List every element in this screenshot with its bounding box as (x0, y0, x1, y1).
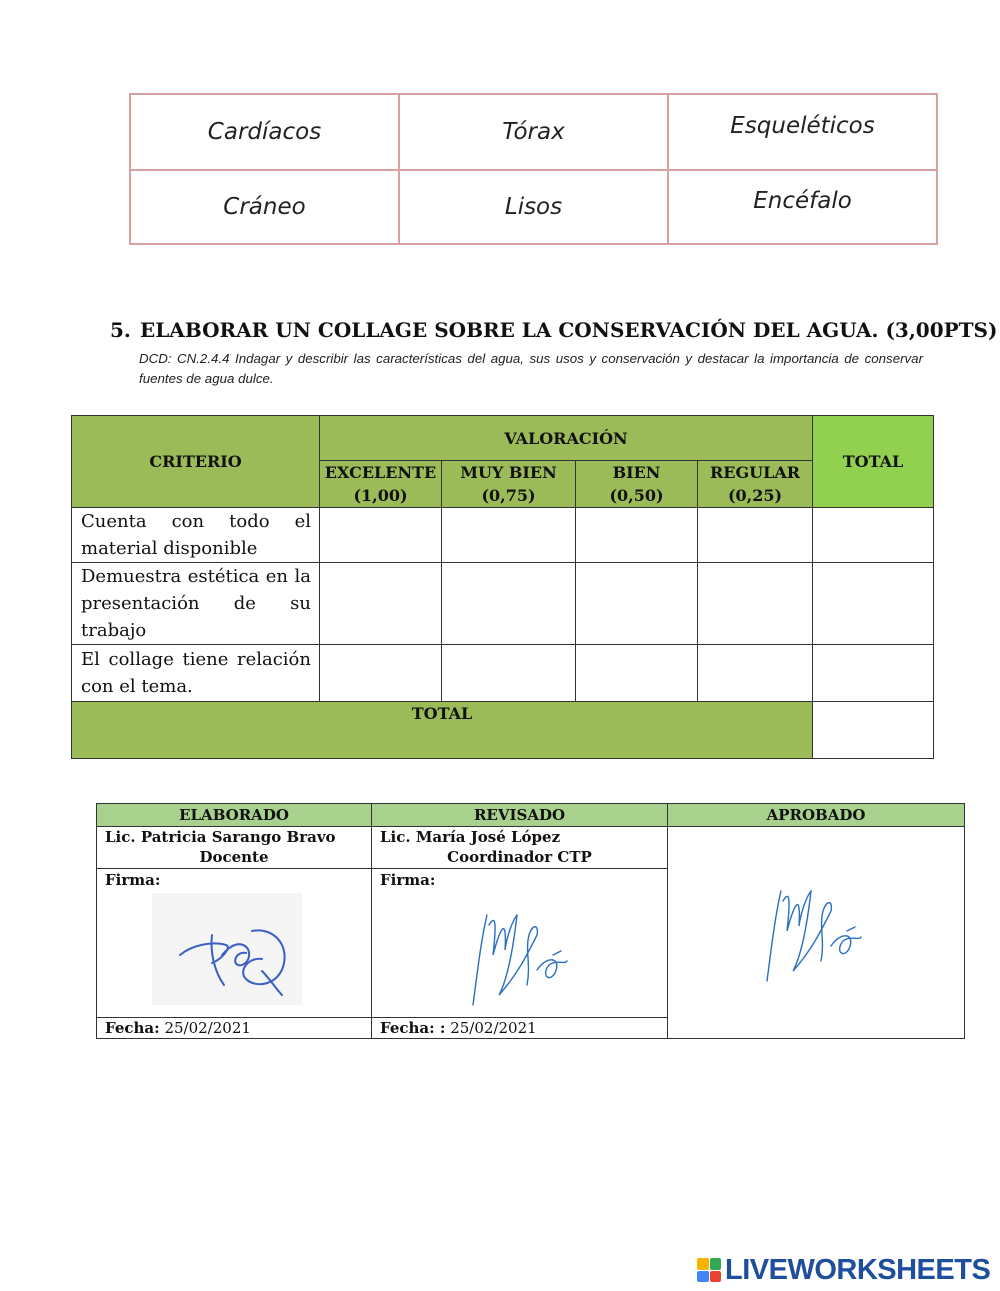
elaborado-firma-cell: Firma: (97, 869, 372, 1018)
liveworksheets-brand[interactable] (697, 1254, 990, 1286)
section-heading (110, 318, 997, 342)
criterion-3: El collage tiene relación con el tema. (72, 645, 320, 702)
elaborado-name-cell: Lic. Patricia Sarango Bravo Docente (97, 827, 372, 869)
level-regular: REGULAR (0,25) (698, 461, 813, 508)
level-bien: BIEN (0,50) (576, 461, 698, 508)
signature-image (761, 871, 871, 991)
total-header: TOTAL (813, 416, 934, 508)
score-cell[interactable] (320, 508, 442, 563)
brand-text: LIVEWORKSHEETS (725, 1253, 991, 1286)
total-cell[interactable] (813, 563, 934, 645)
revisado-header: REVISADO (372, 804, 668, 827)
score-cell[interactable] (320, 563, 442, 645)
grand-total-cell[interactable] (813, 702, 934, 759)
total-cell[interactable] (813, 645, 934, 702)
word-cell: Cardíacos (130, 94, 399, 170)
signature-image (152, 893, 302, 1005)
word-cell: Lisos (399, 170, 668, 244)
word-cell: Cráneo (130, 170, 399, 244)
total-cell[interactable] (813, 508, 934, 563)
revisado-name-cell: Lic. María José López Coordinador CTP (372, 827, 668, 869)
word-cell: Esqueléticos (668, 94, 937, 170)
score-cell[interactable] (442, 563, 576, 645)
signature-image (467, 895, 577, 1015)
rubric-table (71, 415, 934, 759)
rubric-total-label: TOTAL (72, 702, 813, 759)
revisado-fecha-cell: Fecha: : 25/02/2021 (372, 1018, 668, 1039)
level-muy-bien: MUY BIEN (0,75) (442, 461, 576, 508)
score-cell[interactable] (442, 508, 576, 563)
word-cell: Tórax (399, 94, 668, 170)
criterion-1: Cuenta con todo el material disponible (72, 508, 320, 563)
elaborado-header: ELABORADO (97, 804, 372, 827)
score-cell[interactable] (320, 645, 442, 702)
section-number: 5. (110, 318, 131, 342)
liveworksheets-logo-icon (697, 1258, 721, 1282)
score-cell[interactable] (698, 508, 813, 563)
dcd-description: DCD: CN.2.4.4 Indagar y describir las características del agua, sus usos y conservación y destacar la importancia de conservar fuentes de agua dulce. (139, 351, 923, 386)
elaborado-fecha-cell: Fecha: 25/02/2021 (97, 1018, 372, 1039)
aprobado-header: APROBADO (668, 804, 965, 827)
score-cell[interactable] (698, 645, 813, 702)
score-cell[interactable] (442, 645, 576, 702)
signature-table (96, 803, 965, 1039)
level-excelente: EXCELENTE (1,00) (320, 461, 442, 508)
word-bank-table (129, 93, 938, 245)
score-cell[interactable] (576, 645, 698, 702)
valoracion-header: VALORACIÓN (320, 416, 813, 461)
criterio-header: CRITERIO (72, 416, 320, 508)
criterion-2: Demuestra estética en la presentación de su trabajo (72, 563, 320, 645)
section-title: ELABORAR UN COLLAGE SOBRE LA CONSERVACIÓN DEL AGUA. (3,00PTS) (140, 318, 998, 342)
aprobado-signature-cell (668, 827, 965, 1039)
score-cell[interactable] (576, 563, 698, 645)
revisado-firma-cell: Firma: (372, 869, 668, 1018)
score-cell[interactable] (576, 508, 698, 563)
score-cell[interactable] (698, 563, 813, 645)
word-cell: Encéfalo (668, 170, 937, 244)
